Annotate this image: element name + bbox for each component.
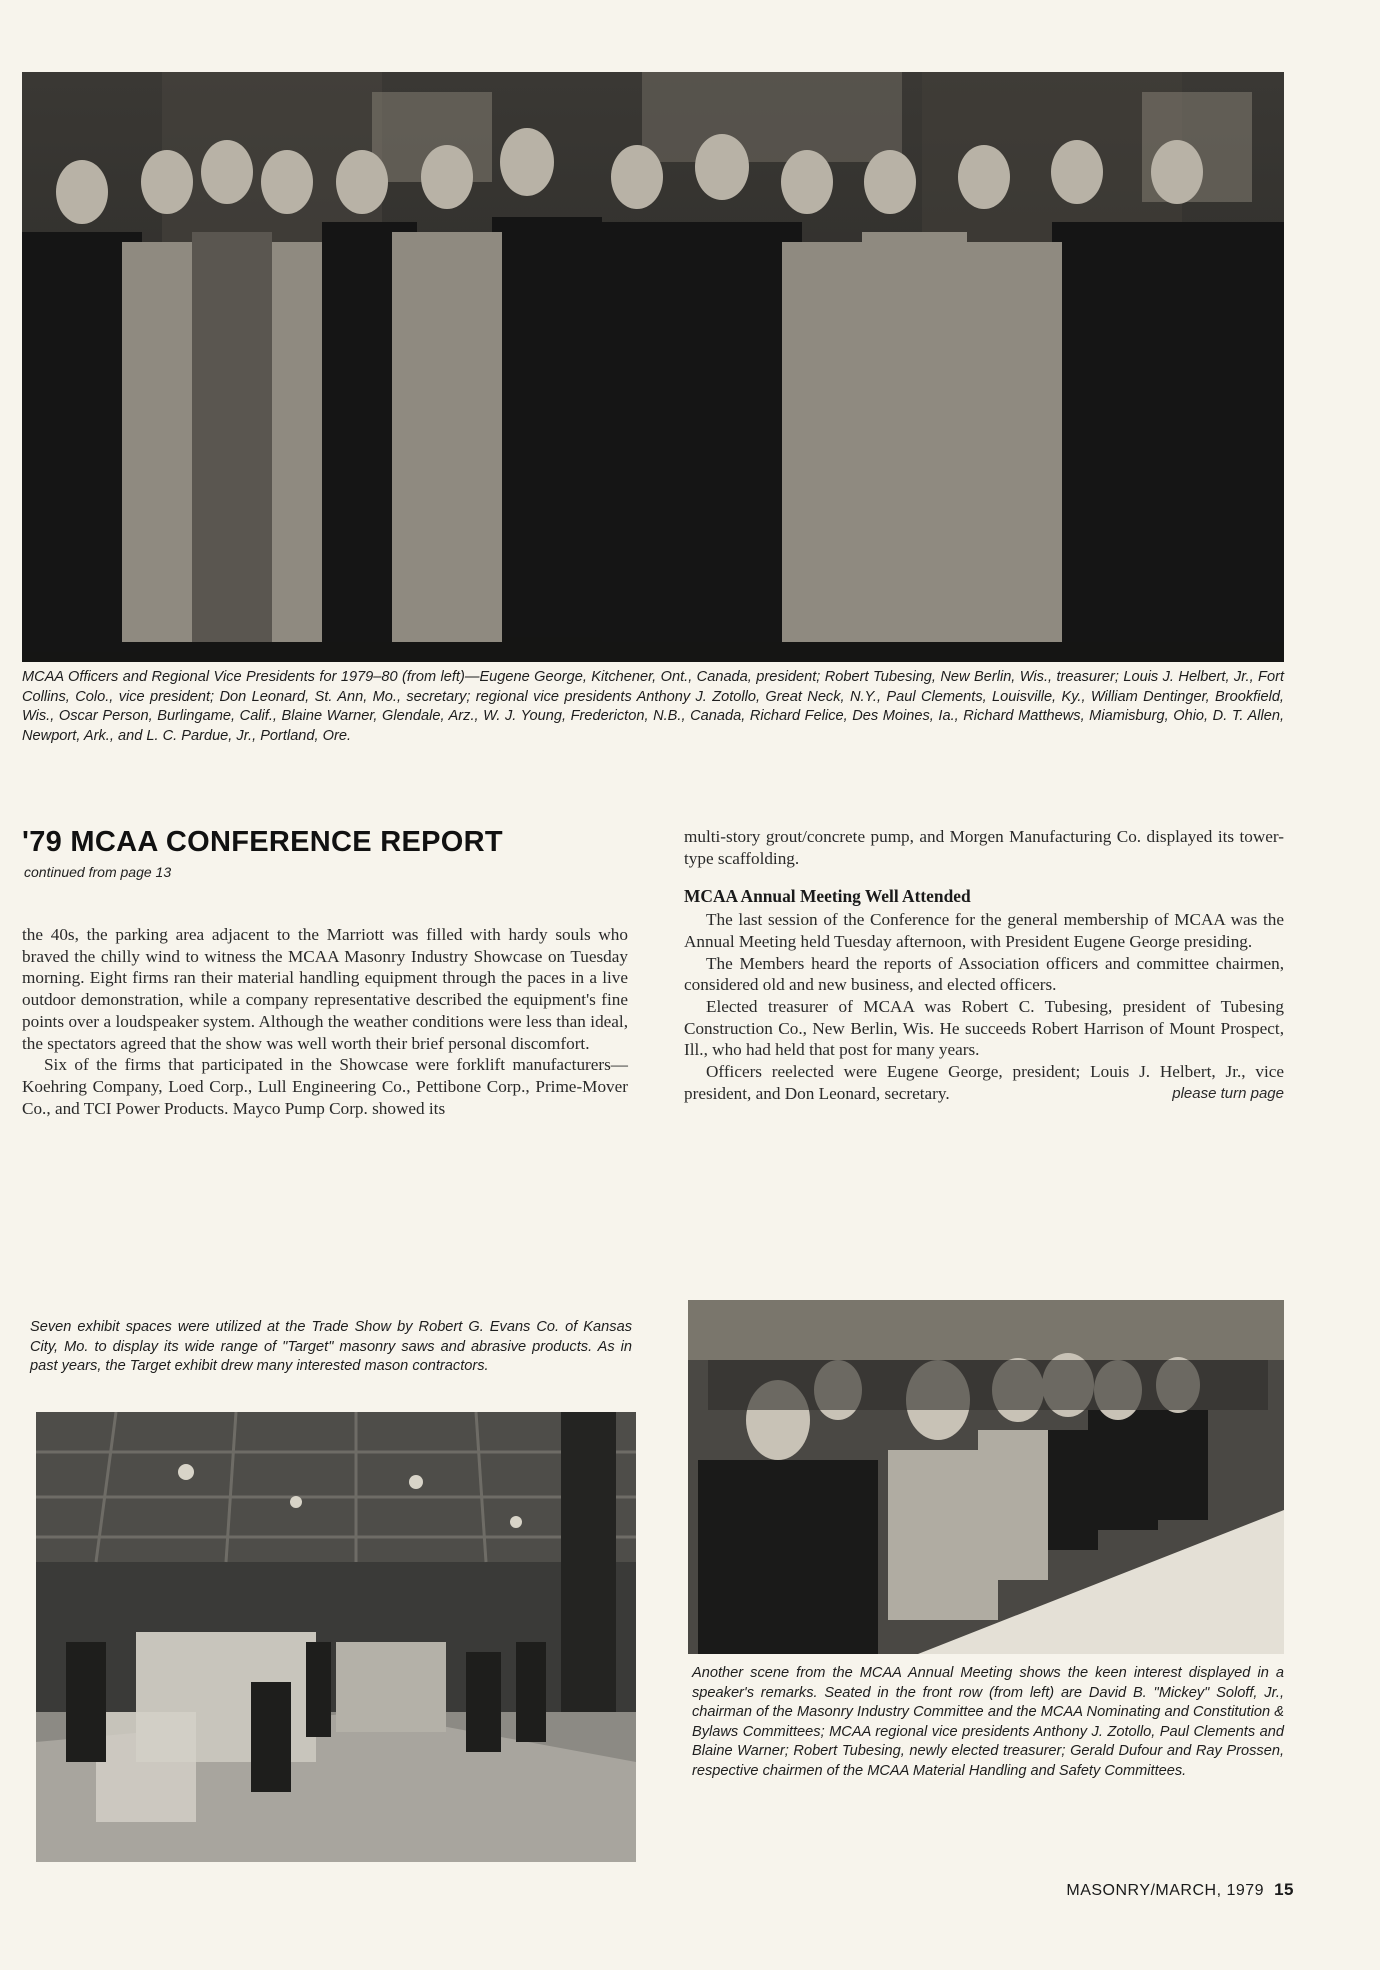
article-paragraph-text: Officers reelected were Eugene George, president; Louis J. Helbert, Jr., vice president, and Don Leonard, secretary. <box>684 1062 1284 1103</box>
group-photo <box>22 72 1284 662</box>
annual-meeting-caption: Another scene from the MCAA Annual Meeting shows the keen interest displayed in a speaker's remarks. Seated in the front row (from left) are David B. "Mickey" Soloff, Jr., chairman of the Masonry Industry Committee and the MCAA Nominating and Constitution & Bylaws Committees; MCAA regional vice presidents Anthony J. Zotollo, Paul Clements and Blaine Warner; Robert Tubesing, newly elected treasurer; Gerald Dufour and Ray Prossen, respective chairmen of the MCAA Material Handling and Safety Committees. <box>692 1665 1284 1779</box>
article-paragraph: Elected treasurer of MCAA was Robert C. Tubesing, president of Tubesing Construction Co., New Berlin, Wis. He succeeds Robert Harrison of Mount Prospect, Ill., who had held that post for many years. <box>684 996 1284 1060</box>
trade-show-photo-graphic <box>36 1412 636 1862</box>
trade-show-caption: Seven exhibit spaces were utilized at the Trade Show by Robert G. Evans Co. of Kansas City, Mo. to display its wide range of "Target" masonry saws and abrasive products. As in past years, the Target exhibit drew many interested mason contractors. <box>30 1319 632 1375</box>
group-photo-graphic <box>22 72 1284 662</box>
turn-page-label: please turn page <box>1172 1084 1284 1102</box>
page-number: 15 <box>1274 1880 1294 1899</box>
article-left-column <box>22 924 628 1119</box>
trade-show-photo <box>36 1412 636 1862</box>
article-paragraph: the 40s, the parking area adjacent to the Marriott was filled with hardy souls who braved the chilly wind to witness the MCAA Masonry Industry Showcase on Tuesday morning. Eight firms ran their material handling equipment through the paces in a live outdoor demonstration, while a company representative described the equipment's fine points over a loudspeaker system. Although the weather conditions were less than ideal, the spectators agreed that the show was well worth their brief personal discomfort. <box>22 925 628 1053</box>
annual-meeting-photo-graphic <box>688 1300 1284 1654</box>
section-heading: MCAA Annual Meeting Well Attended <box>684 886 971 907</box>
article-right-column <box>684 826 1284 1104</box>
continued-from-label: continued from page 13 <box>24 864 172 880</box>
article-paragraph: multi-story grout/concrete pump, and Morgen Manufacturing Co. displayed its tower-type scaffolding. <box>684 827 1284 868</box>
group-photo-caption: MCAA Officers and Regional Vice Presidents for 1979–80 (from left)—Eugene George, Kitchener, Ont., Canada, president; Robert Tubesing, New Berlin, Wis., treasurer; Louis J. Helbert, Jr., Fort Collins, Colo., vice president; Don Leonard, St. Ann, Mo., secretary; regional vice presidents Anthony J. Zotollo, Great Neck, N.Y., Paul Clements, Louisville, Ky., William Dentinger, Brookfield, Wis., Oscar Person, Burlingame, Calif., Blaine Warner, Glendale, Arz., W. J. Young, Fredericton, N.B., Canada, Richard Felice, Des Moines, Ia., Richard Matthews, Miamisburg, Ohio, D. T. Allen, Newport, Ark., and L. C. Pardue, Jr., Portland, Ore. <box>22 669 1284 744</box>
page-footer <box>1066 1880 1294 1900</box>
article-paragraph: Six of the firms that participated in the Showcase were forklift manufacturers—Koehring Company, Loed Corp., Lull Engineering Co., Pettibone Corp., Prime-Mover Co., and TCI Power Products. Mayco Pump Corp. showed its <box>22 1055 628 1118</box>
article-title: '79 MCAA CONFERENCE REPORT <box>22 826 503 858</box>
publication-label: MASONRY/MARCH, 1979 <box>1066 1882 1265 1899</box>
article-paragraph: The last session of the Conference for the general membership of MCAA was the Annual Meeting held Tuesday afternoon, with President Eugene George presiding. <box>684 910 1284 951</box>
annual-meeting-photo <box>688 1300 1284 1654</box>
article-paragraph: The Members heard the reports of Association officers and committee chairmen, considered old and new business, and elected officers. <box>684 953 1284 995</box>
article-paragraph <box>684 1061 1284 1104</box>
